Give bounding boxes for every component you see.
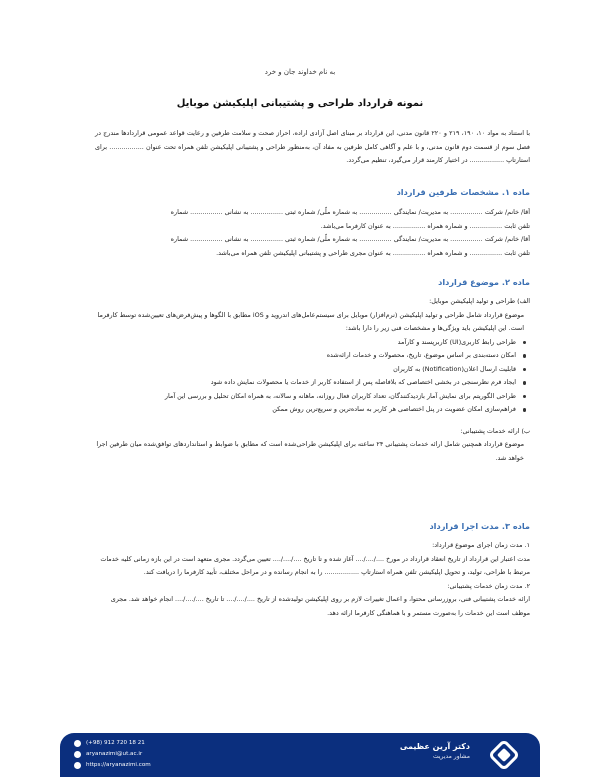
part-b-text: موضوع قرارداد همچنین شامل ارائه خدمات پشتیبانی ۲۴ ساعته برای اپلیکیشن طراحی‌شده است که مطابق با ضوابط و استانداردهای توافق‌شده میان طرفین اجرا خواهد شد. <box>96 440 524 462</box>
list-item: امکان دسته‌بندی بر اساس موضوع، تاریخ، محصولات و خدمات ارائه‌شده <box>95 349 516 363</box>
party-line: آقا/ خانم/ شرکت ................ به مدیریت/ نمایندگی ................ به شماره ملّی/ شماره ثبتی ................ به نشانی ................ شماره <box>170 235 530 243</box>
feature-list <box>95 336 530 417</box>
website-row[interactable] <box>74 760 151 771</box>
list-item: قابلیت ارسال اعلان(Notification) به کاربران <box>95 363 516 377</box>
globe-icon <box>74 762 81 769</box>
contact-list <box>74 738 151 771</box>
phone-icon <box>74 740 81 747</box>
item-1-text: مدت اعتبار این قرارداد از تاریخ انعقاد قرارداد در مورخ ..../..../.... آغاز شده و تا تاریخ ..../..../.... تعیین می‌گردد. مجری متعهد است در این بازه زمانی کلیه خدمات مرتبط با طراحی، تولید، و تحویل اپلیکیشن تلفن همراه استارتاپ ................. را به انجام رسانده و در مراحل مختلف، تأیید کارفرما را دریافت کند. <box>100 554 530 576</box>
document-title: نمونه قرارداد طراحی و پشتیبانی اپلیکیشن موبایل <box>176 98 424 109</box>
email-icon <box>74 751 81 758</box>
party-line: آقا/ خانم/ شرکت ................ به مدیریت/ نمایندگی ................ به شماره ملّی/ شماره ثبتی ................ به نشانی ................ شماره <box>170 208 530 216</box>
email-row[interactable] <box>74 749 151 760</box>
item-2-title: ۲. مدت زمان خدمات پشتیبانی: <box>447 581 530 590</box>
phone-text: (+98) 912 720 18 21 <box>86 740 145 746</box>
brand-logo-icon <box>488 739 520 771</box>
footer-bar <box>60 733 540 777</box>
section-2-heading: ماده ۲. موضوع قرارداد <box>438 277 530 287</box>
email-text: aryanazimi@ut.ac.ir <box>86 751 143 757</box>
brand-role: مشاور مدیریت <box>432 753 470 760</box>
party-line: تلفن ثابت ................ و شماره همراه ................ به عنوان کارفرما می‌باشد. <box>320 221 530 230</box>
list-item: ایجاد فرم نظرسنجی در بخشی اختصاصی که بلافاصله پس از استفاده کاربر از خدمات یا محصولات نمایش داده شود <box>95 376 516 390</box>
section-1-body <box>95 206 530 260</box>
section-2-body <box>95 295 530 465</box>
section-3-body <box>95 539 530 620</box>
list-item: طراحی الگوریتم برای نمایش آمار بازدیدکنندگان، تعداد کاربران فعال روزانه، ماهانه و سالانه، به همراه امکان تحلیل و بررسی این آمار <box>95 390 516 404</box>
section-3-heading: ماده ۳. مدت اجرا قرارداد <box>429 521 530 531</box>
brand-name: دکتر آرین عظیمی <box>399 742 470 751</box>
list-item: فراهم‌سازی امکان عضویت در پنل اختصاصی هر کاربر به ساده‌ترین و سریع‌ترین روش ممکن <box>95 403 516 417</box>
item-2-text: ارائه خدمات پشتیبانی فنی، بروزرسانی محتوا، و اعمال تغییرات لازم بر روی اپلیکیشن تولیدشده از تاریخ ..../..../.... تا تاریخ ..../..../.... انجام خواهد شد. مجری موظف است این خدمات را به‌صورت مستمر و با هماهنگی کارفرما ارائه دهد. <box>110 595 530 617</box>
blessing-line: به نام خداوند جان و خرد <box>264 68 336 76</box>
part-a-title: الف) طراحی و تولید اپلیکیشن موبایل: <box>429 297 530 305</box>
item-1-title: ۱. مدت زمان اجرای موضوع قرارداد: <box>432 541 530 549</box>
intro-paragraph: با استناد به مواد ۱۰، ۱۹۰، ۲۱۹ و ۲۲۰ قانون مدنی، این قرارداد بر مبنای اصل آزادی اراده، احراز صحت و سلامت طرفین و رعایت قواعد عمومی قراردادها مندرج در فصل سوم از قسمت دوم قانون مدنی، و با علم و آگاهی کامل طرفین به مفاد آن، به‌منظور طراحی و پشتیبانی اپلیکیشن تلفن همراه تحت عنوان ................. برای استارتاپ ................. در اختیار کارمند قرار می‌گیرد، تنظیم می‌گردد. <box>95 129 531 164</box>
section-1-heading: ماده ۱. مشخصات طرفین قرارداد <box>396 187 530 197</box>
website-text: https://aryanazimi.com <box>86 762 151 768</box>
part-a-text: موضوع قرارداد شامل طراحی و تولید اپلیکیشن (نرم‌افزار) موبایل برای سیستم‌عامل‌های اندروید و iOS مطابق با الگوها و پیش‌فرض‌های تعیین‌شده توسط کارفرما است. این اپلیکیشن باید ویژگی‌ها و مشخصات فنی زیر را دارا باشد: <box>97 310 524 332</box>
footer-brand <box>400 742 470 760</box>
party-line: تلفن ثابت ................ و شماره همراه ................ به عنوان مجری طراحی و پشتیبانی اپلیکیشن تلفن همراه می‌باشد. <box>216 248 530 257</box>
list-item: طراحی رابط کاربری(UI) کاربرپسند و کارآمد <box>95 336 516 350</box>
part-b-title: ب) ارائه خدمات پشتیبانی: <box>460 426 530 435</box>
phone-row[interactable] <box>74 738 151 749</box>
